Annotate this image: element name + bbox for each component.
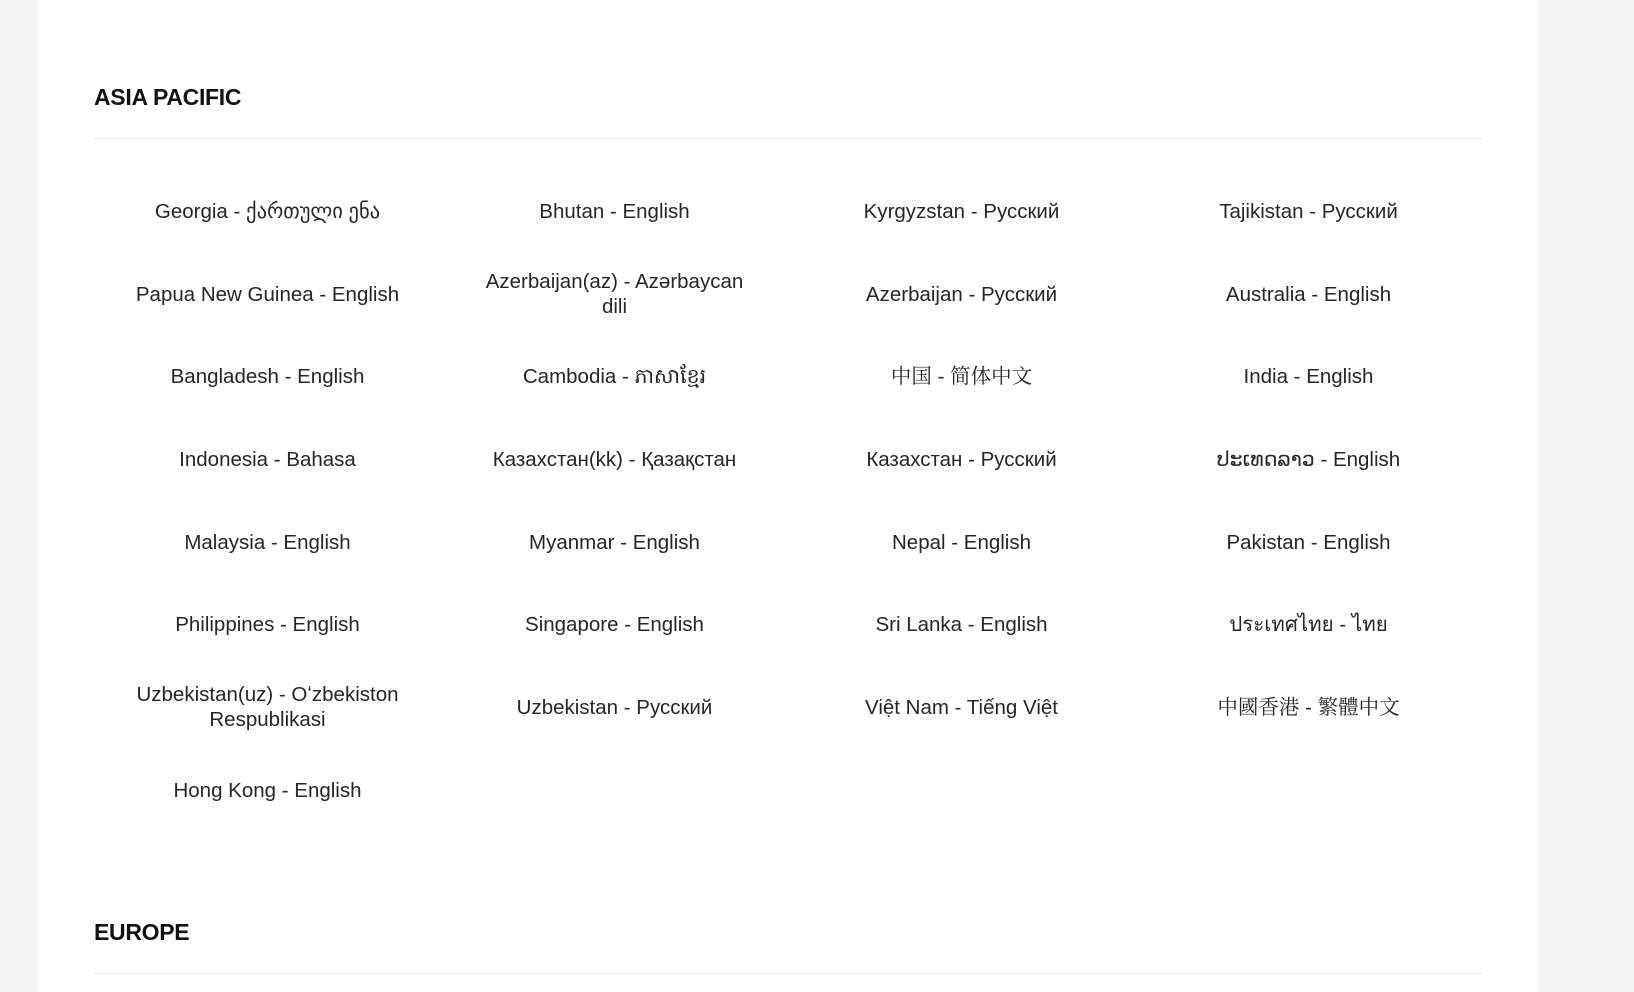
- region-heading-europe: EUROPE: [94, 919, 190, 945]
- country-item: [1135, 253, 1482, 336]
- country-link-myanmar[interactable]: Myanmar - English: [529, 530, 700, 554]
- country-item: [788, 501, 1135, 584]
- region-divider: [94, 973, 1482, 974]
- country-item: [788, 170, 1135, 253]
- country-item: [1135, 666, 1482, 749]
- country-item: [1135, 501, 1482, 584]
- country-item: [94, 749, 441, 832]
- country-link-hong-kong-zh[interactable]: 中國香港 - 繁體中文: [1217, 695, 1400, 719]
- country-item: [94, 583, 441, 666]
- country-link-papua-new-guinea[interactable]: Papua New Guinea - English: [135, 282, 400, 306]
- country-grid-asia-pacific: [94, 170, 1482, 832]
- country-link-azerbaijan-az[interactable]: Azerbaijan(az) - Azərbaycan dili: [485, 270, 744, 319]
- country-link-nepal[interactable]: Nepal - English: [891, 530, 1031, 554]
- region-divider: [94, 138, 1482, 139]
- country-item: [441, 170, 788, 253]
- country-link-sri-lanka[interactable]: Sri Lanka - English: [875, 613, 1048, 637]
- country-item: [441, 501, 788, 584]
- country-item: [1135, 335, 1482, 418]
- country-item: [1135, 583, 1482, 666]
- country-selector-panel: [38, 0, 1538, 992]
- country-link-singapore[interactable]: Singapore - English: [525, 613, 704, 637]
- country-link-india[interactable]: India - English: [1243, 365, 1374, 389]
- country-item: [1135, 418, 1482, 501]
- country-link-uzbekistan-uz[interactable]: Uzbekistan(uz) - Oʻzbekiston Respublikasi: [136, 683, 399, 732]
- country-item: [788, 583, 1135, 666]
- country-link-uzbekistan-ru[interactable]: Uzbekistan - Русский: [516, 695, 713, 719]
- country-link-malaysia[interactable]: Malaysia - English: [184, 530, 351, 554]
- country-item: [788, 418, 1135, 501]
- country-link-azerbaijan-ru[interactable]: Azerbaijan - Русский: [865, 282, 1058, 306]
- country-link-china[interactable]: 中国 - 简体中文: [890, 365, 1033, 389]
- country-item: [441, 335, 788, 418]
- country-item: [94, 666, 441, 749]
- country-link-georgia[interactable]: Georgia - ქართული ენა: [154, 199, 381, 223]
- country-item: [788, 666, 1135, 749]
- country-link-kazakhstan-ru[interactable]: Казахстан - Русский: [866, 447, 1057, 471]
- country-item: [1135, 170, 1482, 253]
- region-heading-asia-pacific: ASIA PACIFIC: [94, 84, 242, 110]
- country-item: [94, 170, 441, 253]
- country-item: [441, 583, 788, 666]
- country-link-hong-kong-en[interactable]: Hong Kong - English: [173, 778, 362, 802]
- country-link-laos[interactable]: ປະເທດລາວ - English: [1216, 447, 1401, 471]
- country-item: [788, 335, 1135, 418]
- country-link-kazakhstan-kk[interactable]: Казахстан(kk) - Қазақстан: [492, 447, 737, 471]
- country-link-indonesia[interactable]: Indonesia - Bahasa: [179, 447, 356, 471]
- country-link-tajikistan[interactable]: Tajikistan - Русский: [1219, 199, 1398, 223]
- country-item: [94, 501, 441, 584]
- country-link-thailand[interactable]: ประเทศไทย - ไทย: [1229, 613, 1388, 637]
- country-item: [94, 253, 441, 336]
- country-link-kyrgyzstan[interactable]: Kyrgyzstan - Русский: [863, 199, 1060, 223]
- country-link-bangladesh[interactable]: Bangladesh - English: [170, 365, 365, 389]
- country-link-australia[interactable]: Australia - English: [1225, 282, 1392, 306]
- country-item: [788, 253, 1135, 336]
- country-link-philippines[interactable]: Philippines - English: [175, 613, 360, 637]
- country-link-vietnam[interactable]: Việt Nam - Tiếng Việt: [865, 695, 1058, 719]
- country-link-bhutan[interactable]: Bhutan - English: [539, 199, 690, 223]
- country-link-pakistan[interactable]: Pakistan - English: [1226, 530, 1391, 554]
- country-item: [441, 666, 788, 749]
- country-item: [441, 253, 788, 336]
- country-item: [441, 418, 788, 501]
- country-item: [94, 418, 441, 501]
- country-link-cambodia[interactable]: Cambodia - ភាសាខ្មែរ: [522, 365, 707, 389]
- country-item: [94, 335, 441, 418]
